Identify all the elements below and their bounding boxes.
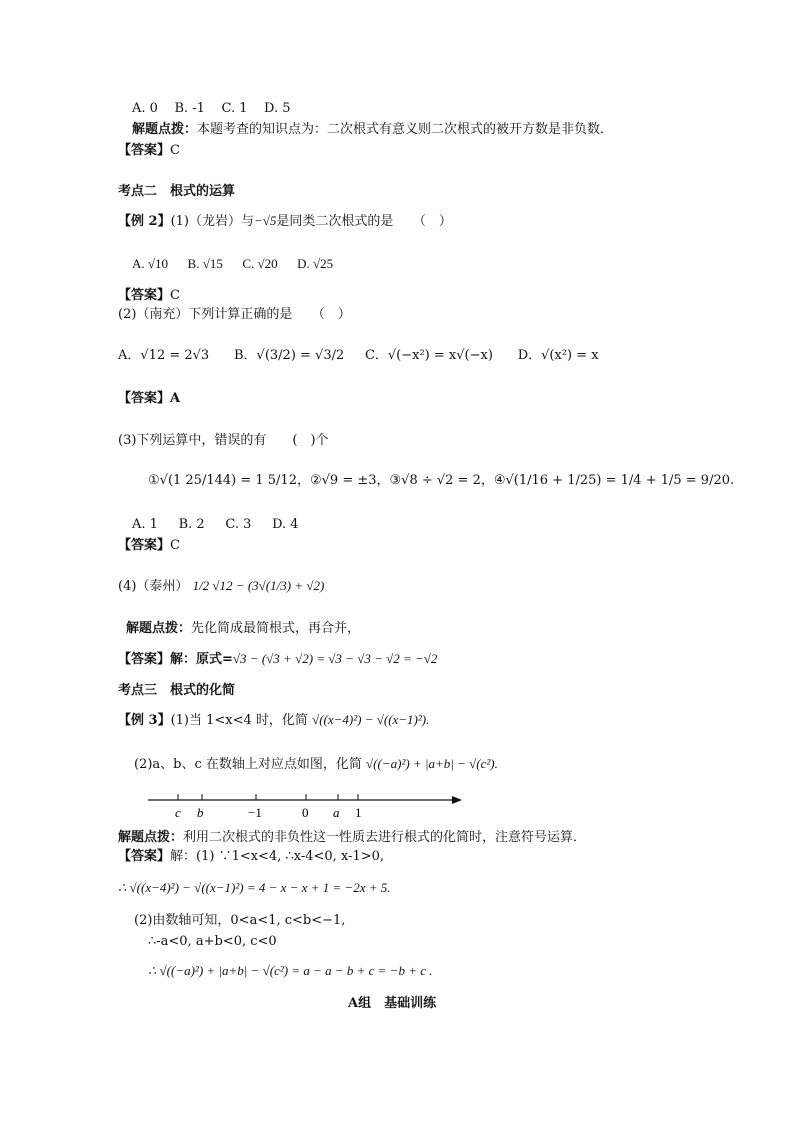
ex2-q1-text-b: 是同类二次根式的是 （ ） [276, 214, 452, 229]
answer-value: C [170, 288, 180, 303]
ex2-q4-text: (4)（泰州） [118, 579, 189, 594]
ex3-q2 [134, 755, 498, 774]
ex2-q3: (3)下列运算中，错误的有 ( )个 [118, 433, 329, 448]
tick-1 [355, 794, 362, 820]
ex2-q3-option-d: D. 4 [272, 517, 299, 532]
ex3-q1-expr: √((x−4)²) − √((x−1)²). [312, 712, 430, 727]
prev-option-a: A. 0 [132, 101, 158, 116]
axis-arrow [452, 796, 462, 804]
ex3-q2-expr: √((−a)²) + |a+b| − √(c²). [366, 756, 498, 771]
tick-neg1 [248, 794, 262, 820]
ex2-q1-option-c: C. √20 [242, 256, 278, 271]
answer-text: 解：原式= [170, 652, 233, 667]
ex3-answer-3: (2)由数轴可知，0<a<1, c<b<−1, [134, 913, 346, 928]
answer-label: 【答案】 [118, 143, 171, 158]
hint-text: 利用二次根式的非负性这一性质去进行根式的化简时，注意符号运算． [183, 830, 587, 845]
ex3-q1-text: (1)当 1<x<4 时，化简 [170, 713, 308, 728]
ex2-q4-expr: 1/2 √12 − (3√(1/3) + √2) [192, 578, 325, 593]
tick-label-a: a [333, 805, 340, 820]
ex2-q3-answer [118, 537, 180, 555]
answer-value: C [170, 143, 180, 158]
answer-label: 【答案】 [118, 849, 171, 864]
prev-option-b: B. -1 [174, 101, 205, 116]
section-title-2: 考点二 根式的运算 [118, 184, 236, 199]
tick-label-c: c [175, 805, 181, 820]
ex2-q4-hint [126, 620, 360, 638]
number-line [140, 790, 470, 820]
ex3-q1 [118, 711, 429, 730]
answer-label: 【答案】 [118, 288, 171, 303]
ex2-q3-options [132, 516, 299, 534]
hint-label: 解题点拨： [132, 122, 198, 137]
ex2-q1-answer [118, 287, 180, 305]
ex2-q4 [118, 577, 324, 596]
ex2-q1-option-b: B. √15 [187, 256, 223, 271]
ex3-answer-1 [118, 848, 384, 866]
ex2-q1-option-a: A. √10 [132, 256, 169, 271]
tick-label-b: b [197, 805, 204, 820]
ex3-answer-5: ∴ √((−a)²) + |a+b| − √(c²) = a − a − b + c = −b + c . [148, 963, 433, 978]
tick-label-1: 1 [355, 805, 362, 820]
ex3-answer-4: ∴-a<0, a+b<0, c<0 [148, 934, 277, 949]
ex2-q3-option-a: A. 1 [132, 517, 158, 532]
ex2-q1 [118, 212, 452, 231]
ex3-q2-text: (2)a、b、c 在数轴上对应点如图，化简 [134, 757, 362, 772]
ex2-q1-text-a: (1)（龙岩）与 [170, 214, 254, 229]
answer-value: C [170, 538, 180, 553]
tick-label-neg1: −1 [248, 805, 262, 820]
ex2-q3-option-c: C. 3 [225, 517, 252, 532]
prev-answer [118, 142, 180, 160]
prev-options [132, 100, 291, 118]
answer-value: A [170, 391, 181, 406]
ex2-q1-expr: −√5 [254, 213, 277, 228]
ex3-label: 【例 3】 [118, 713, 171, 728]
tick-a [333, 794, 340, 820]
ex2-q1-option-d: D. √25 [297, 256, 334, 271]
ex2-q2-option-a: A．√12 = 2√3 [118, 348, 210, 363]
answer-expr: √3 − (√3 + √2) = √3 − √3 − √2 = −√2 [232, 651, 438, 666]
ex2-q4-answer [118, 650, 437, 669]
prev-hint [132, 121, 613, 139]
ex2-q2-option-b: B．√(3/2) = √3/2 [234, 348, 345, 363]
tick-label-0: 0 [302, 805, 309, 820]
hint-label: 解题点拨： [118, 830, 184, 845]
answer-line1: 解：(1) ∵1<x<4, ∴x-4<0, x-1>0, [170, 849, 385, 864]
ex3-answer-2: ∴ √((x−4)²) − √((x−1)²) = 4 − x − x + 1 = −2x + 5. [118, 880, 391, 895]
tick-c [175, 794, 181, 820]
ex3-hint [118, 829, 586, 847]
answer-label: 【答案】 [118, 391, 171, 406]
ex2-q2-option-c: C．√(−x²) = x√(−x) [364, 348, 493, 363]
hint-text: 先化简成最简根式，再合并， [191, 621, 361, 636]
ex2-q2-answer [118, 390, 180, 408]
tick-b [197, 794, 204, 820]
ex2-q2-option-d: D．√(x²) = x [517, 348, 599, 363]
tick-0 [302, 794, 309, 820]
prev-option-d: D. 5 [264, 101, 291, 116]
ex2-label: 【例 2】 [118, 214, 171, 229]
section-title-3: 考点三 根式的化简 [118, 683, 236, 698]
hint-label: 解题点拨： [126, 621, 192, 636]
hint-text: 本题考查的知识点为：二次根式有意义则二次根式的被开方数是非负数． [197, 122, 614, 137]
ex2-q2-options [118, 347, 599, 365]
group-a-title: A组 基础训练 [348, 996, 437, 1011]
ex2-q3-option-b: B. 2 [178, 517, 205, 532]
ex2-q2: (2)（南充）下列计算正确的是 （ ） [118, 307, 351, 322]
answer-label: 【答案】 [118, 652, 171, 667]
ex2-q3-items: ①√(1 25/144) = 1 5/12，②√9 = ±3，③√8 ÷ √2 = 2，④√(1/16 + 1/25) = 1/4 + 1/5 = 9/20. [148, 473, 735, 488]
answer-label: 【答案】 [118, 538, 171, 553]
ex2-q1-options [132, 255, 333, 273]
prev-option-c: C. 1 [221, 101, 248, 116]
